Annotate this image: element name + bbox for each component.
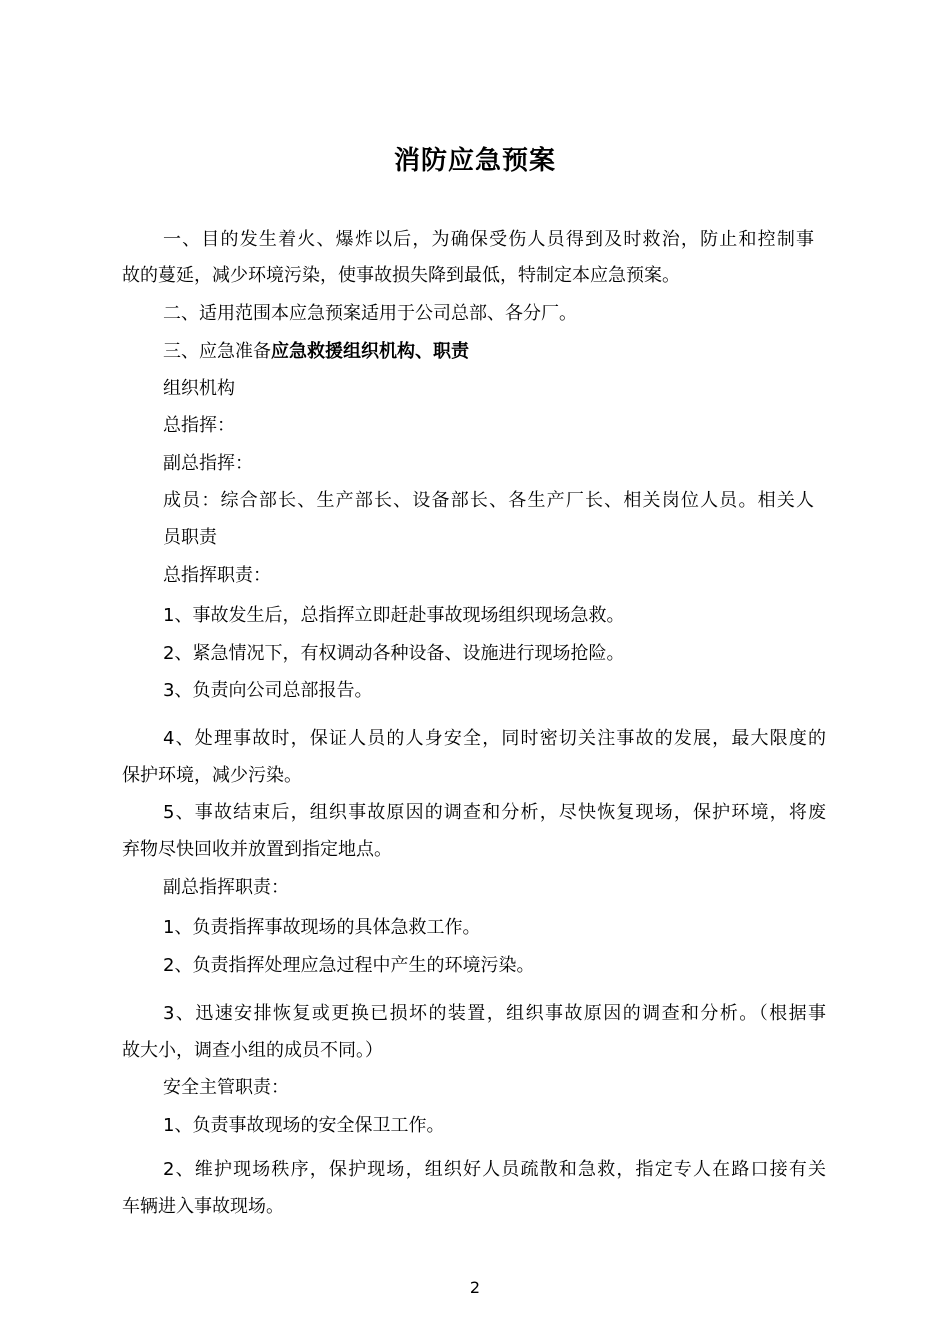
section-heading-bold: 应急救援组织机构、职责: [271, 341, 469, 362]
body-line: 成员：综合部长、生产部长、设备部长、各生产厂长、相关岗位人员。相关人: [163, 490, 814, 511]
list-item: 4、处理事故时，保证人员的人身安全，同时密切关注事故的发展，最大限度的: [163, 728, 826, 749]
list-item-continuation: 弃物尽快回收并放置到指定地点。: [122, 839, 392, 860]
body-line: 组织机构: [163, 378, 235, 399]
list-item-continuation: 车辆进入事故现场。: [122, 1196, 284, 1217]
body-line: 安全主管职责：: [163, 1077, 289, 1098]
document-title: 消防应急预案: [393, 146, 556, 176]
page-number: 2: [469, 1278, 481, 1297]
body-line: 总指挥职责：: [163, 565, 271, 586]
body-line: 二、适用范围本应急预案适用于公司总部、各分厂。: [163, 303, 577, 324]
section-heading-prefix: 三、应急准备: [163, 341, 271, 362]
body-line: 员职责: [163, 527, 217, 548]
body-line: 副总指挥职责：: [163, 877, 289, 898]
list-item-continuation: 保护环境，减少污染。: [122, 765, 302, 786]
body-line: 副总指挥：: [163, 453, 253, 474]
section-heading: [163, 340, 469, 364]
body-line: 故的蔓延，减少环境污染，使事故损失降到最低，特制定本应急预案。: [122, 265, 680, 286]
list-item: 3、迅速安排恢复或更换已损坏的装置，组织事故原因的调查和分析。（根据事: [163, 1003, 826, 1024]
list-item: 1、负责事故现场的安全保卫工作。: [163, 1115, 445, 1136]
list-item: 2、紧急情况下，有权调动各种设备、设施进行现场抢险。: [163, 643, 625, 664]
list-item: 3、负责向公司总部报告。: [163, 680, 373, 701]
body-line: 总指挥：: [163, 415, 235, 436]
list-item: 2、维护现场秩序，保护现场，组织好人员疏散和急救，指定专人在路口接有关: [163, 1159, 826, 1180]
list-item-continuation: 故大小，调查小组的成员不同。）: [122, 1040, 383, 1061]
list-item: 5、事故结束后，组织事故原因的调查和分析，尽快恢复现场，保护环境，将废: [163, 802, 826, 823]
list-item: 1、负责指挥事故现场的具体急救工作。: [163, 917, 481, 938]
body-line: 一、目的发生着火、爆炸以后，为确保受伤人员得到及时救治，防止和控制事: [163, 229, 814, 250]
list-item: 1、事故发生后，总指挥立即赶赴事故现场组织现场急救。: [163, 605, 625, 626]
list-item: 2、负责指挥处理应急过程中产生的环境污染。: [163, 955, 535, 976]
